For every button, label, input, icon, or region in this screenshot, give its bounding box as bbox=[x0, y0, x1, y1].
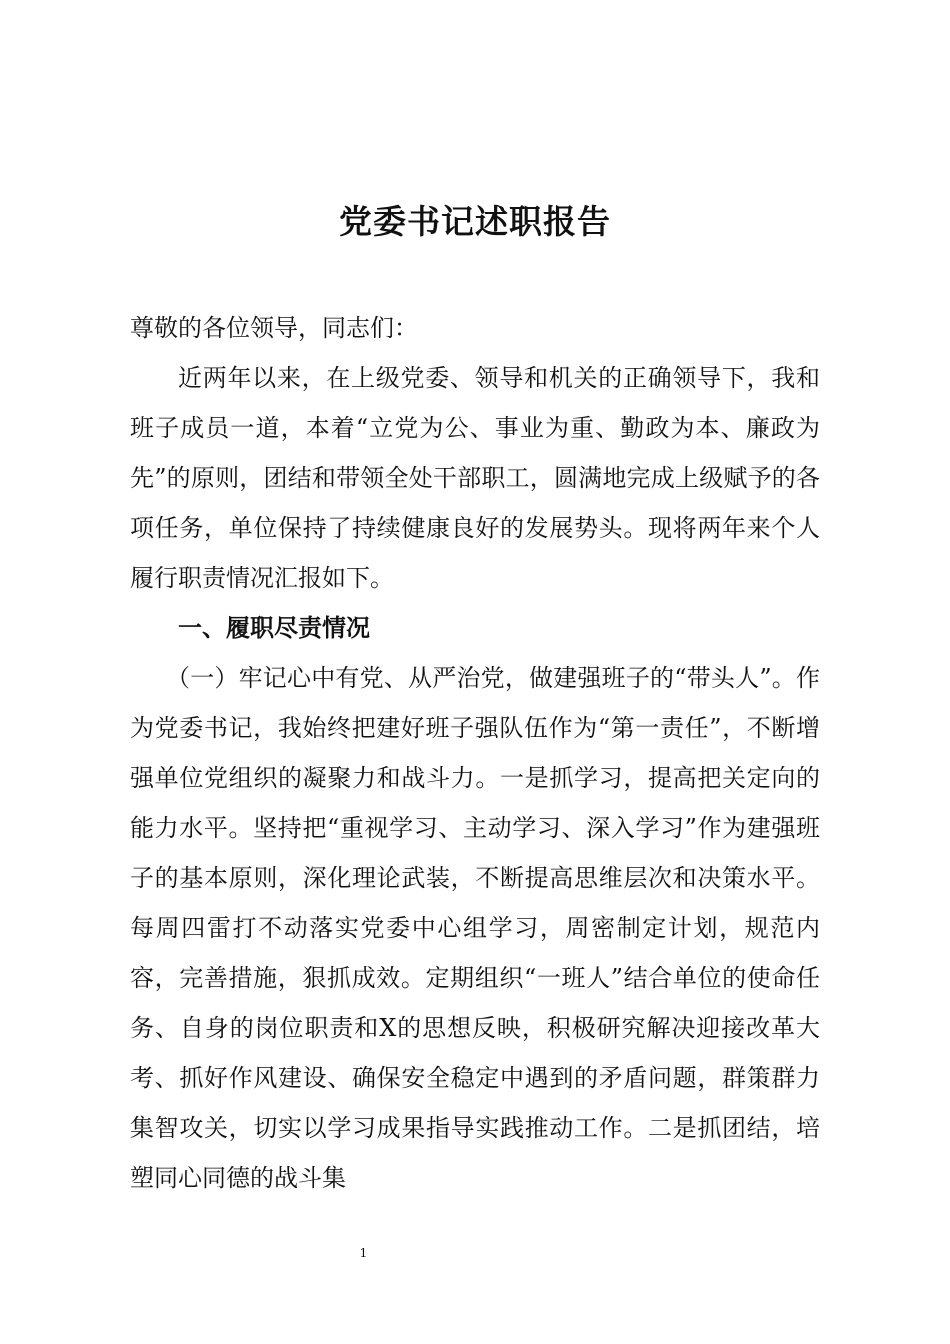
salutation: 尊敬的各位领导，同志们： bbox=[130, 314, 418, 342]
document-body bbox=[130, 303, 820, 1203]
intro-paragraph: 近两年以来，在上级党委、领导和机关的正确领导下，我和班子成员一道，本着“立党为公、事业为重、勤政为本、廉政为先”的原则，团结和带领全处干部职工，圆满地完成上级赋予的各项任务，单位保持了持续健康良好的发展势头。现将两年来个人履行职责情况汇报如下。 bbox=[130, 364, 820, 592]
section-heading: 一、履职尽责情况 bbox=[178, 614, 370, 642]
section-paragraph: （一）牢记心中有党、从严治党，做建强班子的“带头人”。作为党委书记，我始终把建好班子强队伍作为“第一责任”，不断增强单位党组织的凝聚力和战斗力。一是抓学习，提高把关定向的能力水平。坚持把“重视学习、主动学习、深入学习”作为建强班子的基本原则，深化理论武装，不断提高思维层次和决策水平。每周四雷打不动落实党委中心组学习，周密制定计划，规范内容，完善措施，狠抓成效。定期组织“一班人”结合单位的使命任务、自身的岗位职责和X的思想反映，积极研究解决迎接改革大考、抓好作风建设、确保安全稳定中遇到的矛盾问题，群策群力集智攻关，切实以学习成果指导实践推动工作。二是抓团结，培塑同心同德的战斗集 bbox=[130, 664, 820, 1192]
page-number: 1 bbox=[359, 1246, 368, 1260]
document-title: 党委书记述职报告 bbox=[339, 202, 611, 241]
